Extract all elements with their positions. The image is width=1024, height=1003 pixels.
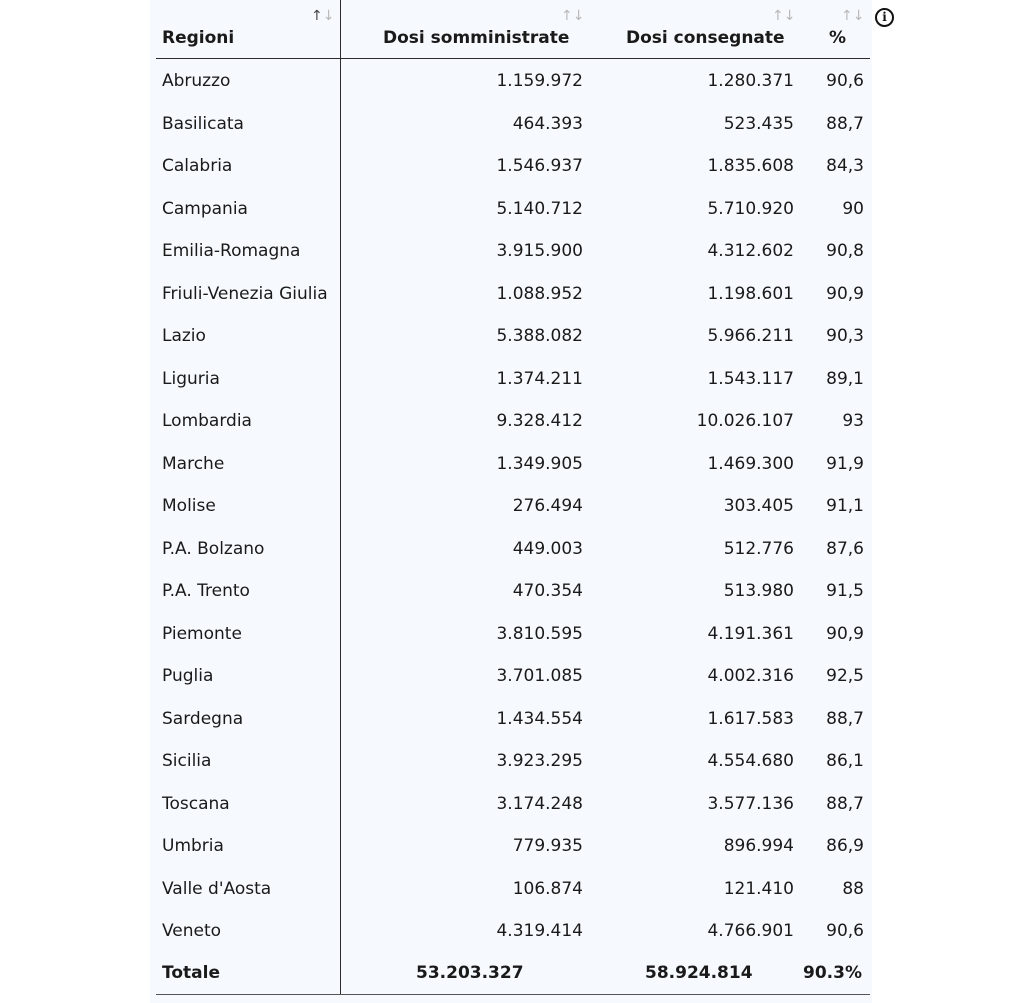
row-delivered: 1.543.117 (707, 368, 794, 389)
row-region: Molise (162, 496, 216, 516)
row-region: Sicilia (162, 751, 212, 771)
row-region: Toscana (162, 793, 230, 814)
table-row (150, 145, 872, 188)
row-delivered: 1.198.601 (707, 283, 794, 304)
table-header (150, 0, 872, 58)
row-region: Lombardia (162, 411, 252, 431)
row-administered: 1.349.905 (496, 453, 583, 474)
row-delivered: 1.835.608 (707, 156, 794, 176)
row-administered: 4.319.414 (496, 921, 583, 941)
row-percent: 88,7 (826, 793, 864, 814)
row-delivered: 513.980 (723, 581, 794, 601)
row-administered: 3.174.248 (496, 793, 583, 814)
table-row (150, 273, 872, 316)
total-percent: 90.3% (803, 963, 862, 983)
row-percent: 92,5 (826, 666, 864, 686)
row-delivered: 5.966.211 (707, 326, 794, 346)
row-delivered: 4.312.602 (707, 241, 794, 261)
row-administered: 3.810.595 (496, 623, 583, 644)
column-header-administered[interactable]: Dosi somministrate (383, 28, 570, 48)
row-region: Marche (162, 453, 225, 474)
row-percent: 90 (842, 198, 864, 219)
row-region: Abruzzo (162, 71, 231, 91)
row-administered: 1.088.952 (496, 283, 583, 304)
row-administered: 1.374.211 (496, 368, 583, 389)
row-region: Veneto (162, 921, 222, 941)
row-percent: 88 (842, 878, 864, 899)
row-percent: 88,7 (826, 708, 864, 729)
row-delivered: 1.280.371 (707, 71, 794, 91)
header-divider (156, 58, 870, 59)
table-body (150, 60, 872, 953)
row-delivered: 4.191.361 (707, 623, 794, 644)
row-delivered: 896.994 (723, 836, 794, 856)
row-administered: 779.935 (512, 836, 583, 856)
row-percent: 93 (842, 411, 864, 431)
row-administered: 464.393 (512, 113, 583, 134)
row-percent: 86,1 (826, 751, 864, 771)
table-row (150, 655, 872, 698)
row-administered: 1.159.972 (496, 71, 583, 91)
row-administered: 106.874 (512, 878, 583, 899)
row-percent: 91,5 (826, 581, 864, 601)
column-header-delivered[interactable]: Dosi consegnate (626, 28, 785, 48)
row-region: Puglia (162, 666, 214, 686)
row-region: Umbria (162, 836, 224, 856)
sort-asc-icon: ↑ (311, 8, 323, 24)
table-row (150, 443, 872, 486)
row-administered: 470.354 (512, 581, 583, 601)
row-delivered: 523.435 (723, 113, 794, 134)
row-administered: 449.003 (512, 538, 583, 559)
row-delivered: 3.577.136 (707, 793, 794, 814)
sort-administered-icon[interactable]: ↑↓ (561, 8, 585, 24)
total-administered: 53.203.327 (416, 963, 524, 983)
info-icon[interactable]: i (875, 8, 894, 27)
row-region: Valle d'Aosta (162, 878, 272, 899)
row-delivered: 512.776 (723, 538, 794, 559)
row-administered: 276.494 (512, 496, 583, 516)
row-region: Campania (162, 198, 248, 219)
row-administered: 3.915.900 (496, 241, 583, 261)
row-administered: 1.434.554 (496, 708, 583, 729)
row-delivered: 303.405 (723, 496, 794, 516)
row-percent: 90,3 (826, 326, 864, 346)
row-administered: 3.701.085 (496, 666, 583, 686)
row-region: Basilicata (162, 113, 244, 134)
table-row (150, 825, 872, 868)
row-percent: 90,6 (826, 921, 864, 941)
table-row (150, 60, 872, 103)
row-delivered: 1.469.300 (707, 453, 794, 474)
sort-regions-icon[interactable]: ↑↓ (311, 8, 335, 24)
row-percent: 90,9 (826, 623, 864, 644)
row-region: Sardegna (162, 708, 244, 729)
row-region: Calabria (162, 156, 233, 176)
table-row (150, 570, 872, 613)
row-region: P.A. Trento (162, 581, 250, 601)
total-row (150, 953, 872, 993)
total-delivered: 58.924.814 (645, 963, 753, 983)
table-row (150, 698, 872, 741)
row-administered: 3.923.295 (496, 751, 583, 771)
row-delivered: 4.002.316 (707, 666, 794, 686)
row-region: Liguria (162, 368, 220, 389)
row-percent: 89,1 (826, 368, 864, 389)
table-row (150, 783, 872, 826)
table-bottom-rule (156, 994, 870, 995)
table-row (150, 613, 872, 656)
row-percent: 86,9 (826, 836, 864, 856)
row-delivered: 1.617.583 (707, 708, 794, 729)
table-row (150, 485, 872, 528)
row-region: Friuli-Venezia Giulia (162, 283, 328, 304)
total-label: Totale (162, 963, 220, 983)
row-delivered: 4.554.680 (707, 751, 794, 771)
row-percent: 90,9 (826, 283, 864, 304)
column-header-regions[interactable]: Regioni (162, 28, 235, 48)
row-administered: 5.140.712 (496, 198, 583, 219)
row-region: Emilia-Romagna (162, 241, 301, 261)
row-administered: 5.388.082 (496, 326, 583, 346)
row-delivered: 10.026.107 (696, 411, 794, 431)
row-percent: 90,6 (826, 71, 864, 91)
table-row (150, 910, 872, 953)
sort-delivered-icon[interactable]: ↑↓ (772, 8, 796, 24)
row-delivered: 5.710.920 (707, 198, 794, 219)
row-percent: 88,7 (826, 113, 864, 134)
table-row (150, 188, 872, 231)
row-delivered: 4.766.901 (707, 921, 794, 941)
table-row (150, 868, 872, 911)
row-delivered: 121.410 (723, 878, 794, 899)
row-administered: 9.328.412 (496, 411, 583, 431)
table-row (150, 528, 872, 571)
table-row (150, 740, 872, 783)
row-percent: 90,8 (826, 241, 864, 261)
table-row (150, 230, 872, 273)
row-percent: 87,6 (826, 538, 864, 559)
row-percent: 91,1 (826, 496, 864, 516)
row-region: P.A. Bolzano (162, 538, 265, 559)
row-percent: 91,9 (826, 453, 864, 474)
row-administered: 1.546.937 (496, 156, 583, 176)
sort-percent-icon[interactable]: ↑↓ (841, 8, 865, 24)
table-row (150, 400, 872, 443)
row-region: Piemonte (162, 623, 242, 644)
table-row (150, 315, 872, 358)
column-header-percent[interactable]: % (829, 28, 847, 48)
table-row (150, 103, 872, 146)
table-row (150, 358, 872, 401)
row-region: Lazio (162, 326, 206, 346)
row-percent: 84,3 (826, 156, 864, 176)
vaccine-doses-table (150, 0, 872, 1003)
